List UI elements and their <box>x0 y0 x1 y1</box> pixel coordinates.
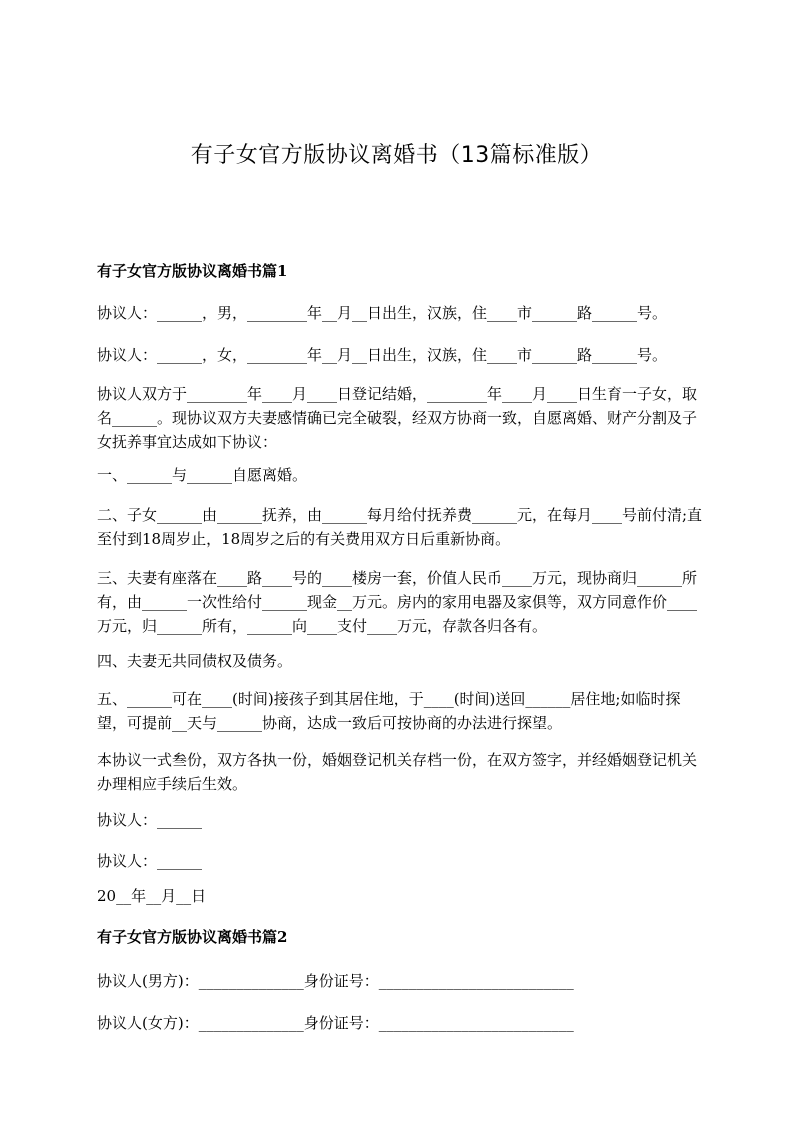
paragraph-effectiveness: 本协议一式叁份，双方各执一份，婚姻登记机关存档一份，在双方签字，并经婚姻登记机关办理相应手续后生效。 <box>97 751 698 793</box>
paragraph-party-male: 协议人：______，男，________年__月__日出生，汉族，住____市______路______号。 <box>97 304 668 322</box>
party-female-id-line: 协议人(女方)：______________身份证号：__________________________ <box>97 1014 574 1032</box>
clause-3: 三、夫妻有座落在____路____号的____楼房一套，价值人民币____万元，现协商归______所有，由______一次性给付______现金__万元。房内的家用电器及家俱等，双方同意作价____万元，归______所有，______向____支付____万元，存款各归各有。 <box>97 569 698 635</box>
signature-line-2: 协议人：______ <box>97 852 203 870</box>
clause-5: 五、______可在____(时间)接孩子到其居住地，于____(时间)送回______居住地;如临时探望，可提前__天与______协商，达成一致后可按协商的办法进行探望。 <box>97 690 681 732</box>
paragraph-party-female: 协议人：______，女，________年__月__日出生，汉族，住____市______路______号。 <box>97 346 668 364</box>
paragraph-marriage-info: 协议人双方于________年____月____日登记结婚，________年____月____日生育一子女，取名______。现协议双方夫妻感情确已完全破裂，经双方协商一致，自愿离婚、财产分割及子女抚养事宜达成如下协议： <box>97 385 698 451</box>
party-male-id-line: 协议人(男方)：______________身份证号：__________________________ <box>97 972 574 990</box>
signature-line-1: 协议人：______ <box>97 811 203 829</box>
date-line: 20__年__月__日 <box>97 887 207 905</box>
section-heading-2: 有子女官方版协议离婚书篇2 <box>97 928 288 946</box>
clause-1: 一、______与______自愿离婚。 <box>97 466 308 484</box>
clause-4: 四、夫妻无共同债权及债务。 <box>97 652 293 670</box>
section-heading-1: 有子女官方版协议离婚书篇1 <box>97 262 288 280</box>
clause-2: 二、子女______由______抚养，由______每月给付抚养费______元，在每月____号前付清;直至付到18周岁止，18周岁之后的有关费用双方日后重新协商。 <box>97 506 703 548</box>
page-title: 有子女官方版协议离婚书（13篇标准版） <box>190 143 603 168</box>
